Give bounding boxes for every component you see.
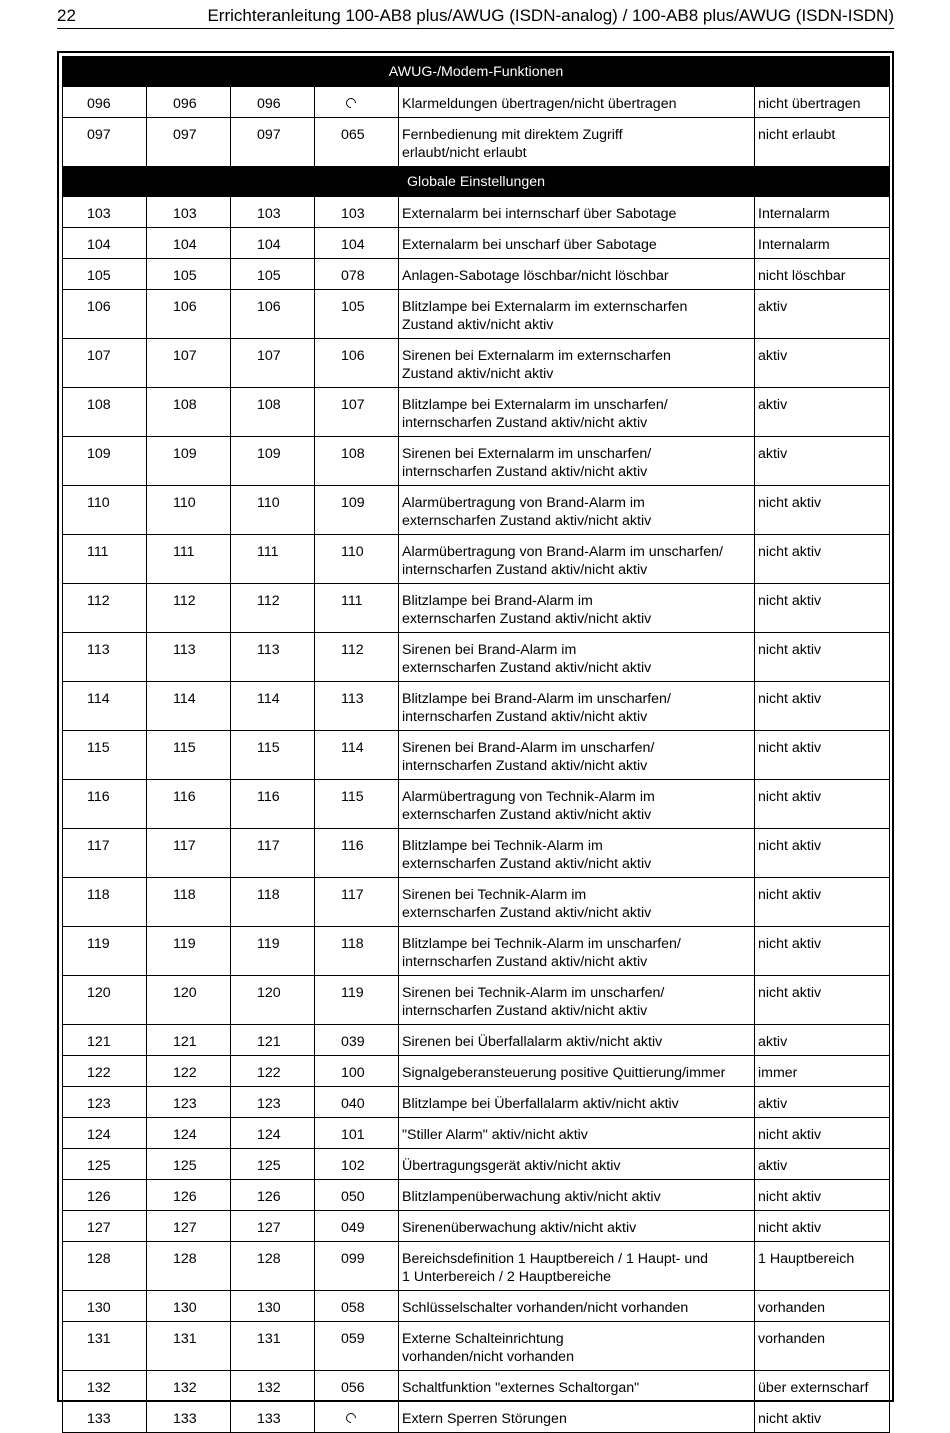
default-value: aktiv xyxy=(755,1149,890,1180)
table-row xyxy=(63,878,890,927)
default-value: über externscharf xyxy=(755,1371,890,1402)
table-row xyxy=(63,290,890,339)
parameter-description: Blitzlampe bei Externalarm im externscharfen Zustand aktiv/nicht aktiv xyxy=(399,290,755,339)
parameter-number-col-1: 133 xyxy=(63,1402,147,1433)
parameter-number-col-3: 126 xyxy=(231,1180,315,1211)
parameter-number-col-4: 111 xyxy=(315,584,399,633)
parameter-number-col-3: 119 xyxy=(231,927,315,976)
table-row xyxy=(63,1056,890,1087)
section-title: Globale Einstellungen xyxy=(63,167,890,197)
table-row xyxy=(63,584,890,633)
parameter-number-col-3: 122 xyxy=(231,1056,315,1087)
default-value: aktiv xyxy=(755,290,890,339)
parameter-number-col-1: 113 xyxy=(63,633,147,682)
parameter-description: Sirenen bei Technik-Alarm im externscharfen Zustand aktiv/nicht aktiv xyxy=(399,878,755,927)
parameter-number-col-4: 118 xyxy=(315,927,399,976)
parameter-number-col-1: 097 xyxy=(63,118,147,167)
parameter-number-col-3: 103 xyxy=(231,197,315,228)
parameter-number-col-1: 131 xyxy=(63,1322,147,1371)
parameter-description: Blitzlampe bei Brand-Alarm im unscharfen/ internscharfen Zustand aktiv/nicht aktiv xyxy=(399,682,755,731)
parameter-number-col-2: 096 xyxy=(147,87,231,118)
parameter-number-col-1: 123 xyxy=(63,1087,147,1118)
parameter-number-col-1: 112 xyxy=(63,584,147,633)
parameter-number-col-2: 125 xyxy=(147,1149,231,1180)
parameter-number-col-2: 109 xyxy=(147,437,231,486)
parameter-number-col-2: 111 xyxy=(147,535,231,584)
parameter-description: Blitzlampe bei Externalarm im unscharfen/ internscharfen Zustand aktiv/nicht aktiv xyxy=(399,388,755,437)
table-row xyxy=(63,1025,890,1056)
parameter-number-col-2: 115 xyxy=(147,731,231,780)
parameter-description: Fernbedienung mit direktem Zugriff erlaubt/nicht erlaubt xyxy=(399,118,755,167)
parameter-number-col-1: 119 xyxy=(63,927,147,976)
parameter-description: Klarmeldungen übertragen/nicht übertragen xyxy=(399,87,755,118)
parameter-number-col-1: 108 xyxy=(63,388,147,437)
parameter-number-col-2: 130 xyxy=(147,1291,231,1322)
parameter-number-col-1: 105 xyxy=(63,259,147,290)
parameter-number-col-3: 133 xyxy=(231,1402,315,1433)
parameter-number-col-1: 117 xyxy=(63,829,147,878)
parameter-description: Bereichsdefinition 1 Hauptbereich / 1 Haupt- und 1 Unterbereich / 2 Hauptbereiche xyxy=(399,1242,755,1291)
page-header xyxy=(57,6,894,29)
parameter-number-col-3: 097 xyxy=(231,118,315,167)
parameter-description: Blitzlampe bei Technik-Alarm im externscharfen Zustand aktiv/nicht aktiv xyxy=(399,829,755,878)
default-value: nicht aktiv xyxy=(755,1118,890,1149)
table-row xyxy=(63,1242,890,1291)
parameter-description: Signalgeberansteuerung positive Quittierung/immer xyxy=(399,1056,755,1087)
parameter-number-col-1: 103 xyxy=(63,197,147,228)
table-row xyxy=(63,228,890,259)
parameter-number-col-3: 116 xyxy=(231,780,315,829)
document-title: Errichteranleitung 100-AB8 plus/AWUG (ISDN-analog) / 100-AB8 plus/AWUG (ISDN-ISDN) xyxy=(207,6,894,25)
parameter-number-col-4: 119 xyxy=(315,976,399,1025)
parameter-number-col-1: 114 xyxy=(63,682,147,731)
parameter-number-col-1: 120 xyxy=(63,976,147,1025)
parameter-number-col-2: 132 xyxy=(147,1371,231,1402)
parameter-number-col-1: 126 xyxy=(63,1180,147,1211)
parameter-number-col-3: 115 xyxy=(231,731,315,780)
parameter-number-col-4 xyxy=(315,1402,399,1433)
parameter-number-col-1: 121 xyxy=(63,1025,147,1056)
default-value: aktiv xyxy=(755,388,890,437)
default-value: nicht aktiv xyxy=(755,976,890,1025)
parameter-number-col-2: 104 xyxy=(147,228,231,259)
parameter-number-col-3: 130 xyxy=(231,1291,315,1322)
parameter-number-col-1: 109 xyxy=(63,437,147,486)
parameter-number-col-2: 118 xyxy=(147,878,231,927)
parameter-number-col-3: 108 xyxy=(231,388,315,437)
parameter-number-col-4: 104 xyxy=(315,228,399,259)
default-value: Internalarm xyxy=(755,197,890,228)
parameter-number-col-3: 096 xyxy=(231,87,315,118)
parameter-number-col-3: 109 xyxy=(231,437,315,486)
table-row xyxy=(63,535,890,584)
parameter-number-col-1: 096 xyxy=(63,87,147,118)
default-value: nicht aktiv xyxy=(755,927,890,976)
parameter-number-col-1: 130 xyxy=(63,1291,147,1322)
parameter-number-col-3: 114 xyxy=(231,682,315,731)
default-value: nicht aktiv xyxy=(755,1211,890,1242)
open-circle-icon xyxy=(344,96,358,110)
parameter-number-col-4: 115 xyxy=(315,780,399,829)
parameter-number-col-1: 118 xyxy=(63,878,147,927)
table-row xyxy=(63,829,890,878)
parameter-description: Sirenen bei Externalarm im externscharfen Zustand aktiv/nicht aktiv xyxy=(399,339,755,388)
section-title: AWUG-/Modem-Funktionen xyxy=(63,57,890,87)
parameter-number-col-3: 125 xyxy=(231,1149,315,1180)
parameter-number-col-4: 065 xyxy=(315,118,399,167)
parameter-number-col-3: 128 xyxy=(231,1242,315,1291)
parameter-number-col-4: 056 xyxy=(315,1371,399,1402)
table-row xyxy=(63,927,890,976)
parameter-number-col-2: 128 xyxy=(147,1242,231,1291)
default-value: vorhanden xyxy=(755,1291,890,1322)
table-row xyxy=(63,1322,890,1371)
default-value: nicht aktiv xyxy=(755,682,890,731)
section-header-row xyxy=(63,57,890,87)
parameter-description: Externalarm bei internscharf über Sabotage xyxy=(399,197,755,228)
parameter-description: Alarmübertragung von Brand-Alarm im unscharfen/ internscharfen Zustand aktiv/nicht aktiv xyxy=(399,535,755,584)
parameter-description: Blitzlampe bei Überfallalarm aktiv/nicht aktiv xyxy=(399,1087,755,1118)
default-value: nicht aktiv xyxy=(755,780,890,829)
parameter-description: Alarmübertragung von Technik-Alarm im externscharfen Zustand aktiv/nicht aktiv xyxy=(399,780,755,829)
parameter-number-col-4: 050 xyxy=(315,1180,399,1211)
default-value: nicht aktiv xyxy=(755,535,890,584)
parameter-number-col-4: 105 xyxy=(315,290,399,339)
parameter-number-col-1: 127 xyxy=(63,1211,147,1242)
parameter-number-col-4: 116 xyxy=(315,829,399,878)
table-row xyxy=(63,1291,890,1322)
parameter-description: Schaltfunktion "externes Schaltorgan" xyxy=(399,1371,755,1402)
parameter-number-col-4: 113 xyxy=(315,682,399,731)
default-value: nicht aktiv xyxy=(755,633,890,682)
default-value: aktiv xyxy=(755,437,890,486)
parameter-description: Sirenenüberwachung aktiv/nicht aktiv xyxy=(399,1211,755,1242)
parameter-number-col-4: 114 xyxy=(315,731,399,780)
parameter-number-col-1: 106 xyxy=(63,290,147,339)
parameter-number-col-3: 107 xyxy=(231,339,315,388)
parameter-number-col-4: 106 xyxy=(315,339,399,388)
parameter-number-col-4 xyxy=(315,87,399,118)
parameter-number-col-3: 110 xyxy=(231,486,315,535)
parameter-number-col-1: 124 xyxy=(63,1118,147,1149)
parameter-description: Anlagen-Sabotage löschbar/nicht löschbar xyxy=(399,259,755,290)
table-row xyxy=(63,388,890,437)
settings-table xyxy=(62,56,890,1433)
parameter-number-col-2: 131 xyxy=(147,1322,231,1371)
default-value: nicht aktiv xyxy=(755,878,890,927)
parameter-number-col-2: 116 xyxy=(147,780,231,829)
parameter-number-col-3: 118 xyxy=(231,878,315,927)
parameter-description: Extern Sperren Störungen xyxy=(399,1402,755,1433)
default-value: nicht erlaubt xyxy=(755,118,890,167)
parameter-description: Übertragungsgerät aktiv/nicht aktiv xyxy=(399,1149,755,1180)
parameter-number-col-4: 040 xyxy=(315,1087,399,1118)
table-row xyxy=(63,682,890,731)
parameter-description: Blitzlampe bei Technik-Alarm im unscharfen/ internscharfen Zustand aktiv/nicht aktiv xyxy=(399,927,755,976)
parameter-description: Externe Schalteinrichtung vorhanden/nicht vorhanden xyxy=(399,1322,755,1371)
parameter-description: Blitzlampenüberwachung aktiv/nicht aktiv xyxy=(399,1180,755,1211)
parameter-number-col-1: 104 xyxy=(63,228,147,259)
section-header-row xyxy=(63,167,890,197)
default-value: aktiv xyxy=(755,1087,890,1118)
parameter-number-col-3: 121 xyxy=(231,1025,315,1056)
table-row xyxy=(63,1211,890,1242)
parameter-number-col-4: 049 xyxy=(315,1211,399,1242)
parameter-number-col-3: 132 xyxy=(231,1371,315,1402)
default-value: nicht löschbar xyxy=(755,259,890,290)
parameter-number-col-4: 108 xyxy=(315,437,399,486)
parameter-description: Alarmübertragung von Brand-Alarm im externscharfen Zustand aktiv/nicht aktiv xyxy=(399,486,755,535)
table-row xyxy=(63,197,890,228)
parameter-number-col-3: 127 xyxy=(231,1211,315,1242)
parameter-number-col-2: 126 xyxy=(147,1180,231,1211)
default-value: vorhanden xyxy=(755,1322,890,1371)
parameter-description: Sirenen bei Brand-Alarm im unscharfen/ internscharfen Zustand aktiv/nicht aktiv xyxy=(399,731,755,780)
parameter-number-col-2: 112 xyxy=(147,584,231,633)
table-row xyxy=(63,780,890,829)
table-row xyxy=(63,1087,890,1118)
parameter-number-col-1: 122 xyxy=(63,1056,147,1087)
parameter-number-col-4: 078 xyxy=(315,259,399,290)
table-row xyxy=(63,486,890,535)
parameter-number-col-2: 105 xyxy=(147,259,231,290)
parameter-number-col-2: 117 xyxy=(147,829,231,878)
parameter-number-col-1: 115 xyxy=(63,731,147,780)
parameter-number-col-3: 123 xyxy=(231,1087,315,1118)
page-number: 22 xyxy=(57,6,76,25)
parameter-number-col-2: 122 xyxy=(147,1056,231,1087)
table-row xyxy=(63,976,890,1025)
parameter-number-col-3: 117 xyxy=(231,829,315,878)
default-value: Internalarm xyxy=(755,228,890,259)
parameter-description: Sirenen bei Brand-Alarm im externscharfen Zustand aktiv/nicht aktiv xyxy=(399,633,755,682)
parameter-number-col-2: 110 xyxy=(147,486,231,535)
table-row xyxy=(63,633,890,682)
parameter-number-col-1: 116 xyxy=(63,780,147,829)
settings-table-frame xyxy=(57,51,894,1427)
parameter-number-col-3: 113 xyxy=(231,633,315,682)
parameter-number-col-3: 112 xyxy=(231,584,315,633)
table-row xyxy=(63,437,890,486)
parameter-number-col-2: 097 xyxy=(147,118,231,167)
parameter-number-col-4: 107 xyxy=(315,388,399,437)
parameter-number-col-2: 114 xyxy=(147,682,231,731)
table-row xyxy=(63,1371,890,1402)
parameter-number-col-3: 105 xyxy=(231,259,315,290)
parameter-number-col-4: 099 xyxy=(315,1242,399,1291)
table-row xyxy=(63,87,890,118)
parameter-number-col-2: 107 xyxy=(147,339,231,388)
parameter-description: Sirenen bei Technik-Alarm im unscharfen/ internscharfen Zustand aktiv/nicht aktiv xyxy=(399,976,755,1025)
parameter-number-col-3: 120 xyxy=(231,976,315,1025)
parameter-number-col-2: 127 xyxy=(147,1211,231,1242)
default-value: nicht aktiv xyxy=(755,829,890,878)
parameter-description: Schlüsselschalter vorhanden/nicht vorhanden xyxy=(399,1291,755,1322)
parameter-number-col-1: 125 xyxy=(63,1149,147,1180)
table-row xyxy=(63,259,890,290)
parameter-number-col-2: 121 xyxy=(147,1025,231,1056)
table-row xyxy=(63,1402,890,1433)
table-row xyxy=(63,339,890,388)
parameter-number-col-4: 102 xyxy=(315,1149,399,1180)
default-value: aktiv xyxy=(755,339,890,388)
default-value: nicht aktiv xyxy=(755,486,890,535)
default-value: nicht aktiv xyxy=(755,1402,890,1433)
parameter-number-col-2: 108 xyxy=(147,388,231,437)
parameter-number-col-2: 113 xyxy=(147,633,231,682)
parameter-description: Blitzlampe bei Brand-Alarm im externscharfen Zustand aktiv/nicht aktiv xyxy=(399,584,755,633)
parameter-number-col-3: 104 xyxy=(231,228,315,259)
default-value: 1 Hauptbereich xyxy=(755,1242,890,1291)
table-row xyxy=(63,1149,890,1180)
open-circle-icon xyxy=(344,1411,358,1425)
default-value: nicht übertragen xyxy=(755,87,890,118)
parameter-number-col-1: 132 xyxy=(63,1371,147,1402)
table-row xyxy=(63,1118,890,1149)
parameter-number-col-4: 058 xyxy=(315,1291,399,1322)
parameter-number-col-1: 111 xyxy=(63,535,147,584)
parameter-number-col-4: 109 xyxy=(315,486,399,535)
table-row xyxy=(63,118,890,167)
parameter-number-col-4: 039 xyxy=(315,1025,399,1056)
parameter-number-col-4: 117 xyxy=(315,878,399,927)
parameter-number-col-2: 124 xyxy=(147,1118,231,1149)
table-row xyxy=(63,1180,890,1211)
parameter-number-col-2: 106 xyxy=(147,290,231,339)
parameter-description: Sirenen bei Überfallalarm aktiv/nicht aktiv xyxy=(399,1025,755,1056)
table-row xyxy=(63,731,890,780)
default-value: aktiv xyxy=(755,1025,890,1056)
default-value: nicht aktiv xyxy=(755,584,890,633)
parameter-description: "Stiller Alarm" aktiv/nicht aktiv xyxy=(399,1118,755,1149)
parameter-description: Externalarm bei unscharf über Sabotage xyxy=(399,228,755,259)
parameter-number-col-3: 106 xyxy=(231,290,315,339)
parameter-number-col-2: 123 xyxy=(147,1087,231,1118)
parameter-number-col-4: 110 xyxy=(315,535,399,584)
parameter-number-col-2: 133 xyxy=(147,1402,231,1433)
parameter-number-col-1: 107 xyxy=(63,339,147,388)
parameter-number-col-4: 100 xyxy=(315,1056,399,1087)
parameter-number-col-3: 111 xyxy=(231,535,315,584)
default-value: immer xyxy=(755,1056,890,1087)
default-value: nicht aktiv xyxy=(755,731,890,780)
parameter-number-col-1: 128 xyxy=(63,1242,147,1291)
default-value: nicht aktiv xyxy=(755,1180,890,1211)
parameter-number-col-1: 110 xyxy=(63,486,147,535)
parameter-number-col-2: 119 xyxy=(147,927,231,976)
parameter-number-col-2: 120 xyxy=(147,976,231,1025)
parameter-number-col-3: 131 xyxy=(231,1322,315,1371)
parameter-description: Sirenen bei Externalarm im unscharfen/ internscharfen Zustand aktiv/nicht aktiv xyxy=(399,437,755,486)
parameter-number-col-4: 112 xyxy=(315,633,399,682)
parameter-number-col-2: 103 xyxy=(147,197,231,228)
parameter-number-col-4: 103 xyxy=(315,197,399,228)
parameter-number-col-4: 101 xyxy=(315,1118,399,1149)
parameter-number-col-4: 059 xyxy=(315,1322,399,1371)
parameter-number-col-3: 124 xyxy=(231,1118,315,1149)
